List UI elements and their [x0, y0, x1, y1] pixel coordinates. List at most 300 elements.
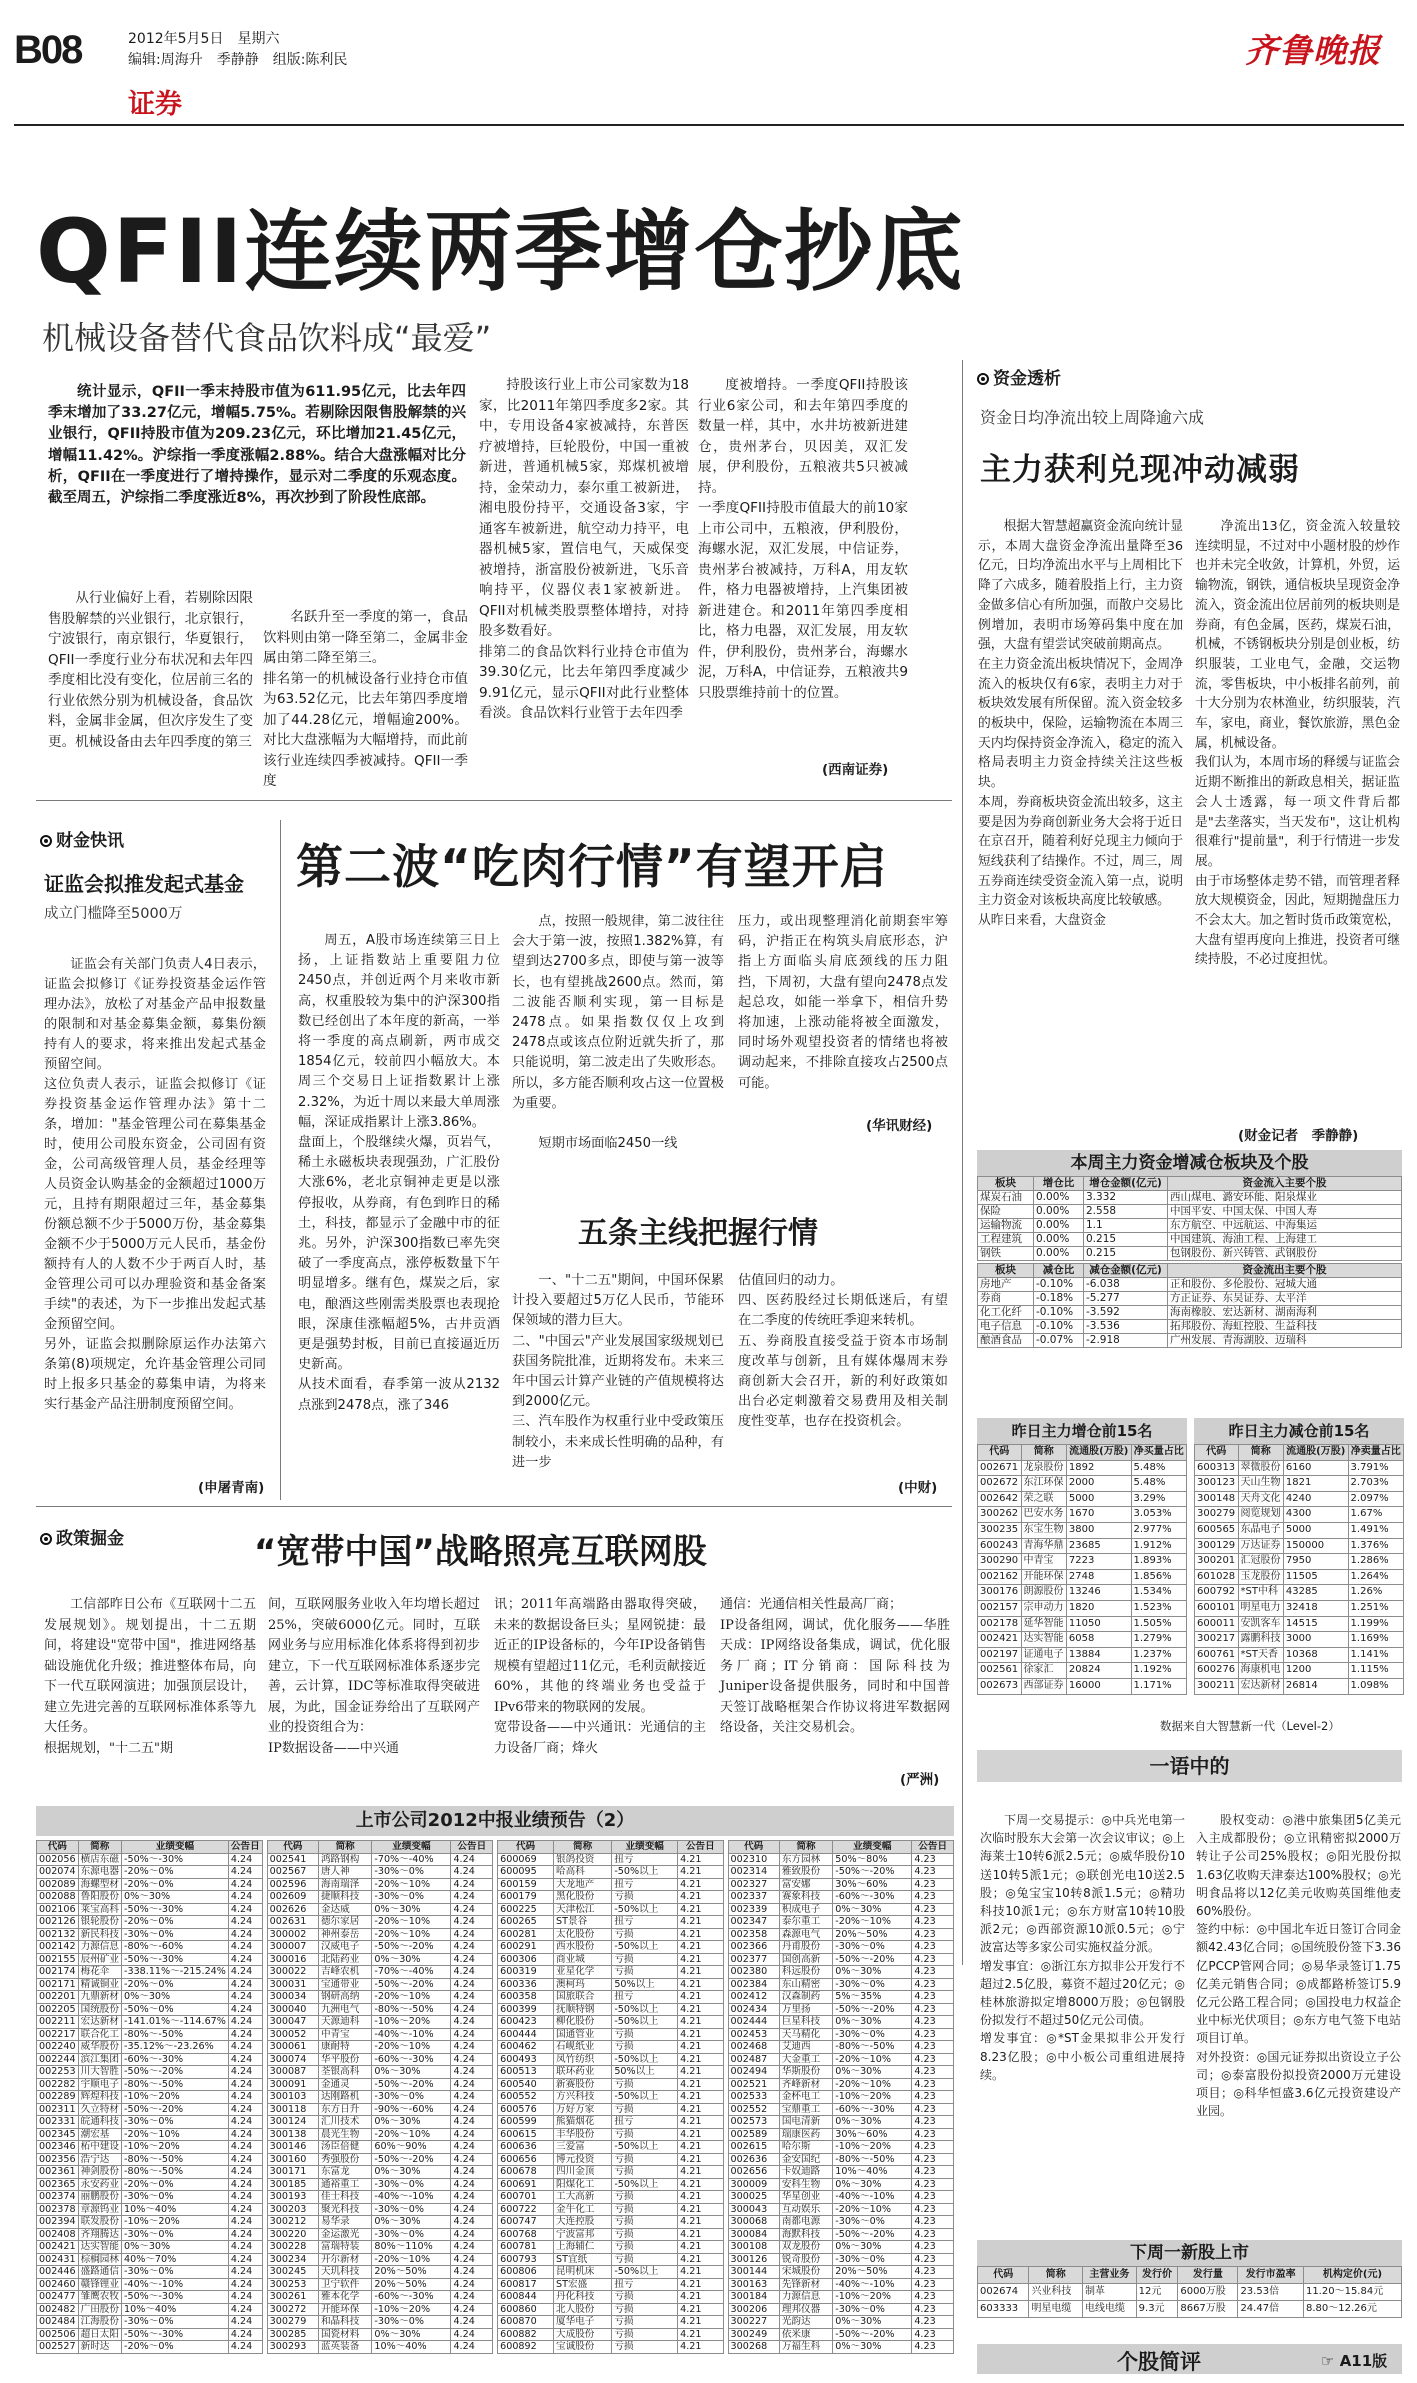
forecast-cell: -30%～0%	[372, 1891, 451, 1904]
forecast-cell: 雅致股份	[779, 1866, 832, 1879]
forecast-cell: 4.21	[678, 2191, 723, 2204]
forecast-cell: 大金重工	[779, 2053, 832, 2066]
table-cell: 10368	[1283, 1647, 1348, 1663]
forecast-cell: -50%～-20%	[833, 2003, 912, 2016]
forecast-cell: 300220	[267, 2228, 318, 2241]
forecast-row	[728, 2053, 953, 2066]
forecast-cell: 4.23	[912, 2303, 954, 2316]
forecast-cell: 4.24	[451, 1866, 493, 1879]
forecast-cell: 50%以上	[612, 1978, 678, 1991]
table-cell: 电线电缆	[1083, 2301, 1137, 2318]
table-cell: 1.141%	[1348, 1647, 1403, 1663]
forecast-cell: 宝通带业	[318, 1978, 371, 1991]
forecast-cell: 002282	[37, 2078, 79, 2091]
forecast-cell: 三爱富	[554, 2141, 612, 2154]
top-out-row	[1195, 1554, 1404, 1570]
forecast-cell: 亏损	[612, 2241, 678, 2254]
forecast-cell: 4.24	[451, 1878, 493, 1891]
forecast-cell: 4.23	[912, 1916, 954, 1929]
forecast-cell: 002345	[37, 2128, 79, 2141]
forecast-cell: 300206	[728, 2303, 779, 2316]
forecast-cell: 4.23	[912, 2041, 954, 2054]
forecast-row	[267, 1978, 492, 1991]
forecast-cell: 4.21	[678, 2016, 723, 2029]
five-lines-credit: (中财)	[898, 1480, 938, 1496]
forecast-cell: 华平股份	[318, 2053, 371, 2066]
sector-out-row	[978, 1320, 1402, 1334]
table-cell: 002642	[978, 1491, 1022, 1507]
forecast-cell: 宝诚股份	[554, 2341, 612, 2354]
forecast-cell: 依米康	[779, 2328, 832, 2341]
forecast-row	[728, 2003, 953, 2016]
forecast-cell: -50%～-30%	[122, 1953, 229, 1966]
forecast-cell: 久立特材	[78, 2103, 121, 2116]
forecast-cell: 600636	[498, 2141, 554, 2154]
table-cell: 600565	[1195, 1522, 1239, 1538]
table-cell: 8667万股	[1178, 2301, 1238, 2318]
table-cell: 603333	[978, 2301, 1029, 2318]
broadband-tag	[40, 1524, 124, 1549]
forecast-cell: 4.21	[678, 2266, 723, 2279]
table-cell: 煤炭石油	[978, 1191, 1034, 1205]
table-cell: 明星电力	[1238, 1600, 1283, 1616]
forecast-row	[37, 2203, 263, 2216]
forecast-cell: 300047	[267, 2016, 318, 2029]
forecast-cell: -20%～10%	[372, 1916, 451, 1929]
forecast-cell: 东富龙	[318, 2166, 371, 2179]
forecast-cell: 国电清新	[779, 2116, 832, 2129]
table-cell: 5000	[1066, 1491, 1131, 1507]
forecast-cell: -60%～-30%	[833, 2103, 912, 2116]
forecast-cell: 宝鼎重工	[779, 2103, 832, 2116]
forecast-cell: 盛路通信	[78, 2266, 121, 2279]
forecast-row	[728, 2028, 953, 2041]
forecast-columns	[36, 1840, 954, 2354]
forecast-cell: 捷顺科技	[318, 1891, 371, 1904]
forecast-cell: 300022	[267, 1966, 318, 1979]
forecast-row	[728, 1991, 953, 2004]
forecast-head-cell: 代码	[267, 1841, 318, 1854]
forecast-cell: 4.24	[228, 2191, 262, 2204]
forecast-row	[498, 1978, 723, 1991]
table-cell: 002561	[978, 1663, 1022, 1679]
forecast-cell: 威华股份	[78, 2041, 121, 2054]
forecast-head-cell: 公告日	[678, 1841, 723, 1854]
forecast-cell: 002374	[37, 2191, 79, 2204]
forecast-head-cell: 业绩变幅	[612, 1841, 678, 1854]
forecast-cell: 0%～30%	[372, 2216, 451, 2229]
forecast-cell: 300268	[728, 2341, 779, 2354]
forecast-row	[498, 2016, 723, 2029]
lead-subheadline: 机械设备替代食品饮料成“最爱”	[42, 319, 492, 357]
forecast-row	[37, 1903, 263, 1916]
top-out-row	[1195, 1507, 1404, 1523]
table-cell: 23.53倍	[1238, 2284, 1304, 2301]
editor-line: 编辑:周海升 季静静 组版:陈利民	[128, 52, 348, 68]
forecast-cell: 亏损	[612, 2103, 678, 2116]
table-cell: 32418	[1283, 1600, 1348, 1616]
table-cell: 4300	[1283, 1507, 1348, 1523]
forecast-cell: 4.21	[678, 2103, 723, 2116]
forecast-cell: 002431	[37, 2253, 79, 2266]
table-cell: 3.332	[1084, 1191, 1168, 1205]
forecast-cell: 4.21	[678, 1953, 723, 1966]
table-cell: 4240	[1283, 1491, 1348, 1507]
forecast-row	[37, 2178, 263, 2191]
forecast-row	[267, 2003, 492, 2016]
forecast-row	[728, 2203, 953, 2216]
forecast-cell: 4.21	[678, 2328, 723, 2341]
forecast-cell: 雏鹰农牧	[78, 2291, 121, 2304]
forecast-cell: 汉威电子	[318, 1941, 371, 1954]
footer-page-ref[interactable]	[1321, 2350, 1387, 2371]
quotes-col-2	[1196, 1792, 1401, 2139]
forecast-row	[37, 1928, 263, 1941]
forecast-cell: 4.24	[228, 2153, 262, 2166]
table-cell: 房地产	[978, 1278, 1034, 1292]
forecast-cell: 国旅联合	[554, 1991, 612, 2004]
footer-bar	[977, 2344, 1402, 2374]
forecast-cell: 汇川技术	[318, 2116, 371, 2129]
forecast-cell: 4.24	[228, 2166, 262, 2179]
forecast-cell: 4.21	[678, 2341, 723, 2354]
forecast-cell: 方兴科技	[554, 2091, 612, 2104]
fund-flow-kicker: 资金日均净流出较上周降逾六成	[980, 408, 1205, 427]
table-cell: 券商	[978, 1292, 1034, 1306]
forecast-row	[37, 2253, 263, 2266]
top-out-row	[1195, 1585, 1404, 1601]
forecast-cell: 中青宝	[318, 2028, 371, 2041]
forecast-cell: 4.24	[228, 2041, 262, 2054]
forecast-cell: 4.21	[678, 2028, 723, 2041]
table-cell: 16000	[1066, 1678, 1131, 1694]
table-cell: 300201	[1195, 1554, 1239, 1570]
forecast-cell: 0%～30%	[372, 1903, 451, 1916]
table-cell: 安凯客车	[1238, 1616, 1283, 1632]
forecast-cell: 600179	[498, 1891, 554, 1904]
forecast-cell: 002394	[37, 2216, 79, 2229]
forecast-cell: -30%～0%	[833, 2216, 912, 2229]
forecast-cell: 4.23	[912, 2103, 954, 2116]
forecast-cell: 晨光生物	[318, 2128, 371, 2141]
forecast-row	[728, 2103, 953, 2116]
forecast-cell: 600615	[498, 2128, 554, 2141]
forecast-cell: 4.24	[451, 2241, 493, 2254]
forecast-cell: 300009	[728, 2178, 779, 2191]
forecast-cell: 国统股份	[78, 2003, 121, 2016]
forecast-cell: 300227	[728, 2316, 779, 2329]
forecast-cell: 章源钨业	[78, 2203, 121, 2216]
forecast-cell: 4.24	[228, 2228, 262, 2241]
forecast-row	[267, 2178, 492, 2191]
forecast-cell: -20%～0%	[122, 2178, 229, 2191]
forecast-cell: 理邦仪器	[779, 2303, 832, 2316]
forecast-cell: 600225	[498, 1903, 554, 1916]
forecast-cell: 002056	[37, 1853, 79, 1866]
forecast-cell: 北人股份	[554, 2303, 612, 2316]
forecast-row	[37, 2103, 263, 2116]
forecast-cell: 300108	[728, 2241, 779, 2254]
forecast-cell: 4.24	[451, 2203, 493, 2216]
top-out-row	[1195, 1632, 1404, 1648]
forecast-cell: 川大智胜	[78, 2066, 121, 2079]
forecast-cell: 天津松江	[554, 1903, 612, 1916]
forecast-cell: 4.21	[678, 2166, 723, 2179]
forecast-cell: 300160	[267, 2153, 318, 2166]
table-cell: 1.098%	[1348, 1678, 1403, 1694]
top-in-row	[978, 1569, 1187, 1585]
table-cell: 1.286%	[1348, 1554, 1403, 1570]
forecast-cell: 4.23	[912, 1928, 954, 1941]
section-bullet-icon	[40, 835, 52, 847]
forecast-cell: 4.23	[912, 1953, 954, 1966]
forecast-cell: -70%～-40%	[372, 1853, 451, 1866]
forecast-cell: 002596	[267, 1878, 318, 1891]
forecast-cell: 4.24	[451, 2141, 493, 2154]
forecast-cell: 002327	[728, 1878, 779, 1891]
forecast-cell: 亏损	[612, 2191, 678, 2204]
forecast-section	[36, 1806, 954, 2354]
forecast-row	[37, 1866, 263, 1879]
forecast-cell: 600722	[498, 2203, 554, 2216]
five-lines-col-1-text: 一、"十二五"期间，中国环保累计投入要超过5万亿人民币，节能环保领域的潜力巨大。 二、"中国云"产业发展国家级规划已获国务院批准，近期将发布。未来三年中国云计算产业链的产值规模将达到2000亿元。 三、汽车股作为权重行业中受政策压制较小，未来成长性明确的品种，有进一步	[512, 1273, 724, 1470]
forecast-cell: 4.24	[451, 2016, 493, 2029]
forecast-cell: 4.24	[228, 2016, 262, 2029]
forecast-cell: 300040	[267, 2003, 318, 2016]
table-cell: -5.277	[1084, 1292, 1168, 1306]
forecast-cell: 600576	[498, 2103, 554, 2116]
forecast-cell: 丹化科技	[554, 2291, 612, 2304]
forecast-cell: -50%以上	[612, 2178, 678, 2191]
forecast-cell: 潮宏基	[78, 2128, 121, 2141]
forecast-cell: -50%～-20%	[372, 2078, 451, 2091]
table-cell: 天舟文化	[1238, 1491, 1283, 1507]
forecast-cell: 0%～30%	[833, 2116, 912, 2129]
forecast-row	[37, 1853, 263, 1866]
table-cell: 1892	[1066, 1460, 1131, 1476]
forecast-cell: 4.24	[451, 2278, 493, 2291]
forecast-cell: -50%～-20%	[833, 2328, 912, 2341]
second-wave-col-2	[512, 912, 724, 1154]
forecast-cell: 新时达	[78, 2341, 121, 2354]
forecast-row	[498, 2341, 723, 2354]
forecast-row	[498, 1853, 723, 1866]
forecast-cell: 600513	[498, 2066, 554, 2079]
table-cell: 300290	[978, 1554, 1022, 1570]
forecast-cell: -80%～-50%	[122, 2153, 229, 2166]
forecast-cell: 002552	[728, 2103, 779, 2116]
table-cell: 1.67%	[1348, 1507, 1403, 1523]
forecast-row	[498, 1916, 723, 1929]
forecast-cell: 4.24	[451, 2253, 493, 2266]
forecast-cell: 4.24	[228, 1891, 262, 1904]
forecast-cell: 金牛化工	[554, 2203, 612, 2216]
forecast-cell: 4.24	[451, 2328, 493, 2341]
forecast-cell: 亏损	[612, 2341, 678, 2354]
forecast-cell: 300025	[728, 2191, 779, 2204]
forecast-cell: 亏损	[612, 2166, 678, 2179]
forecast-cell: 0%～30%	[372, 2066, 451, 2079]
forecast-cell: 0%～30%	[833, 2316, 912, 2329]
forecast-cell: 4.24	[228, 2253, 262, 2266]
forecast-cell: 002289	[37, 2091, 79, 2104]
forecast-cell: 002384	[728, 1978, 779, 1991]
forecast-cell: -141.01%～-114.67%	[122, 2016, 229, 2029]
forecast-row	[267, 2328, 492, 2341]
forecast-cell: -50%～-20%	[833, 1953, 912, 1966]
forecast-cell: 4.23	[912, 1966, 954, 1979]
second-wave-headline: 第二波“吃肉行情”有望开启	[296, 840, 888, 895]
forecast-cell: -20%～0%	[122, 2341, 229, 2354]
table-cell: 2748	[1066, 1569, 1131, 1585]
forecast-cell: 4.21	[678, 2003, 723, 2016]
forecast-head-row	[267, 1841, 492, 1854]
table-cell: 1.251%	[1348, 1600, 1403, 1616]
forecast-cell: -50%以上	[612, 2091, 678, 2104]
forecast-cell: 002205	[37, 2003, 79, 2016]
table-cell: 0.215	[1084, 1247, 1168, 1261]
top-in-row	[978, 1585, 1187, 1601]
forecast-cell: 300126	[728, 2253, 779, 2266]
forecast-cell: 4.24	[228, 2303, 262, 2316]
top-in-row	[978, 1632, 1187, 1648]
forecast-cell: 工大高新	[554, 2191, 612, 2204]
table-cell: 酿酒食品	[978, 1334, 1034, 1348]
forecast-cell: 4.24	[451, 2041, 493, 2054]
forecast-cell: 4.24	[451, 2166, 493, 2179]
qfpt-rule	[280, 820, 281, 1500]
forecast-cell: 银轮股份	[78, 1916, 121, 1929]
forecast-cell: 002412	[728, 1991, 779, 2004]
forecast-row	[267, 2266, 492, 2279]
forecast-cell: 金杯电工	[779, 2091, 832, 2104]
forecast-cell: 4.21	[678, 2153, 723, 2166]
forecast-cell: 4.21	[678, 1891, 723, 1904]
forecast-cell: 002155	[37, 1953, 79, 1966]
forecast-row	[728, 2303, 953, 2316]
forecast-cell: 梅花伞	[78, 1966, 121, 1979]
table-cell: -0.07%	[1034, 1334, 1084, 1348]
table-cell: 达实智能	[1021, 1632, 1066, 1648]
forecast-cell: 大连控股	[554, 2216, 612, 2229]
forecast-row	[267, 1953, 492, 1966]
forecast-cell: 0%～30%	[122, 1991, 229, 2004]
new-shares-row	[978, 2284, 1402, 2301]
forecast-cell: -10%～20%	[122, 2091, 229, 2104]
forecast-cell: 4.24	[228, 1941, 262, 1954]
forecast-cell: 阳煤化工	[554, 2178, 612, 2191]
forecast-cell: 600691	[498, 2178, 554, 2191]
table-cell: 西部证券	[1021, 1678, 1066, 1694]
table-cell: 11050	[1066, 1616, 1131, 1632]
forecast-row	[37, 2316, 263, 2329]
forecast-cell: 002356	[37, 2153, 79, 2166]
forecast-cell: 富瑞特装	[318, 2241, 371, 2254]
forecast-cell: -30%～0%	[122, 1928, 229, 1941]
forecast-row	[498, 2166, 723, 2179]
table-cell: 海康机电	[1238, 1663, 1283, 1679]
forecast-row	[37, 2003, 263, 2016]
forecast-cell: 002142	[37, 1941, 79, 1954]
forecast-cell: 达刚路机	[318, 2091, 371, 2104]
broadband-tag-text: 政策掘金	[56, 1529, 124, 1549]
table-cell: 龙泉股份	[1021, 1460, 1066, 1476]
table-cell: 0.00%	[1034, 1233, 1084, 1247]
forecast-cell: -20%～10%	[833, 1916, 912, 1929]
forecast-row	[37, 2328, 263, 2341]
table-cell: 8.80～12.26元	[1303, 2301, 1401, 2318]
broadband-credit: (严洲)	[900, 1772, 940, 1788]
table-cell: 600792	[1195, 1585, 1239, 1601]
sector-in-row	[978, 1233, 1402, 1247]
forecast-row	[498, 1991, 723, 2004]
table-cell: 保险	[978, 1205, 1034, 1219]
lead-col-1-text: 从行业偏好上看，若剔除因限售股解禁的兴业银行，北京银行，宁波银行，南京银行，华夏银行，QFII一季度行业分布状况和去年四季度相比没有变化，位居前三名的行业依然分别为机械设备，食品饮料，金属非金属，但次序发生了变更。机械设备由去年四季度的第三	[48, 590, 253, 750]
table-cell: 巴安水务	[1021, 1507, 1066, 1523]
table-cell: 钢铁	[978, 1247, 1034, 1261]
forecast-cell: 300007	[267, 1941, 318, 1954]
fund-flow-col-2	[1195, 498, 1400, 989]
forecast-cell: 4.21	[678, 1966, 723, 1979]
forecast-row	[37, 2303, 263, 2316]
top-in-row	[978, 1522, 1187, 1538]
forecast-cell: -20%～10%	[372, 1991, 451, 2004]
forecast-cell: 扭亏	[612, 1991, 678, 2004]
forecast-row	[267, 1866, 492, 1879]
qfpt-kicker: 成立门槛降至5000万	[44, 906, 183, 922]
broadband-col-3-text: 讯；2011年高端路由器取得突破，未来的数据设备巨头；星网锐捷：最近正的IP设备标的，今年IP设备销售规模有望超过11亿元，毛利贡献接近60%，其他的终端业务也受益于IPv6带来的物联网的发展。 宽带设备——中兴通讯：光通信的主力设备厂商；烽火	[494, 1597, 706, 1756]
forecast-row	[267, 2141, 492, 2154]
forecast-cell: 002089	[37, 1878, 79, 1891]
forecast-cell: 300138	[267, 2128, 318, 2141]
forecast-cell: 0%～30%	[833, 2241, 912, 2254]
forecast-head-cell: 业绩变幅	[122, 1841, 229, 1854]
forecast-row	[37, 2041, 263, 2054]
forecast-row	[498, 2078, 723, 2091]
top-out-title: 昨日主力减仓前15名	[1194, 1418, 1404, 1444]
table-cell: 2.977%	[1131, 1522, 1186, 1538]
forecast-cell: 4.21	[678, 2053, 723, 2066]
forecast-cell: 20%～50%	[372, 2266, 451, 2279]
lead-col-4-text: 度被增持。一季度QFII持股该行业6家公司，和去年第四季度的数量一样，其中，水井坊被新进建仓，贵州茅台，贝因美，双汇发展，伊利股份，五粮液共5只被减持。 一季度QFII持股市值最大的前10家上市公司中，五粮液，伊利股份，海螺水泥，双汇发展，中信证券，贵州茅台被减持，万科A，用友软件，格力电器被增持，上汽集团被新进建仓。和2011年第四季度相比，格力电器，双汇发展，用友软件，伊利股份，贵州茅台，海螺水泥，万科A，中信证券，五粮液共9只股票维持前十的位置。	[698, 377, 908, 701]
forecast-cell: 002311	[37, 2103, 79, 2116]
sector-head-cell: 减仓比	[1034, 1264, 1084, 1278]
forecast-cell: 4.24	[451, 1903, 493, 1916]
forecast-cell: 吉峰农机	[318, 1966, 371, 1979]
forecast-cell: -50%～0%	[122, 2003, 229, 2016]
table-cell: 3.29%	[1131, 1491, 1186, 1507]
forecast-cell: 宏达新材	[78, 2016, 121, 2029]
forecast-cell: 瑞康医药	[779, 2128, 832, 2141]
forecast-cell: 4.23	[912, 1878, 954, 1891]
forecast-cell: -10%～20%	[833, 2091, 912, 2104]
forecast-row	[267, 2228, 492, 2241]
new-shares-head	[978, 2267, 1402, 2284]
forecast-cell: 600870	[498, 2316, 554, 2329]
top-in-head: 代码	[978, 1445, 1022, 1461]
table-cell: 开能环保	[1021, 1569, 1066, 1585]
forecast-row	[728, 2216, 953, 2229]
forecast-cell: 4.21	[678, 2066, 723, 2079]
top-in-row	[978, 1616, 1187, 1632]
table-cell: -3.592	[1084, 1306, 1168, 1320]
forecast-cell: 4.24	[228, 2003, 262, 2016]
top-out-head: 代码	[1195, 1445, 1239, 1461]
forecast-cell: 卡奴迪路	[779, 2166, 832, 2179]
forecast-cell: -70%～-40%	[372, 1966, 451, 1979]
forecast-cell: 300068	[728, 2216, 779, 2229]
table-cell: 002673	[978, 1678, 1022, 1694]
